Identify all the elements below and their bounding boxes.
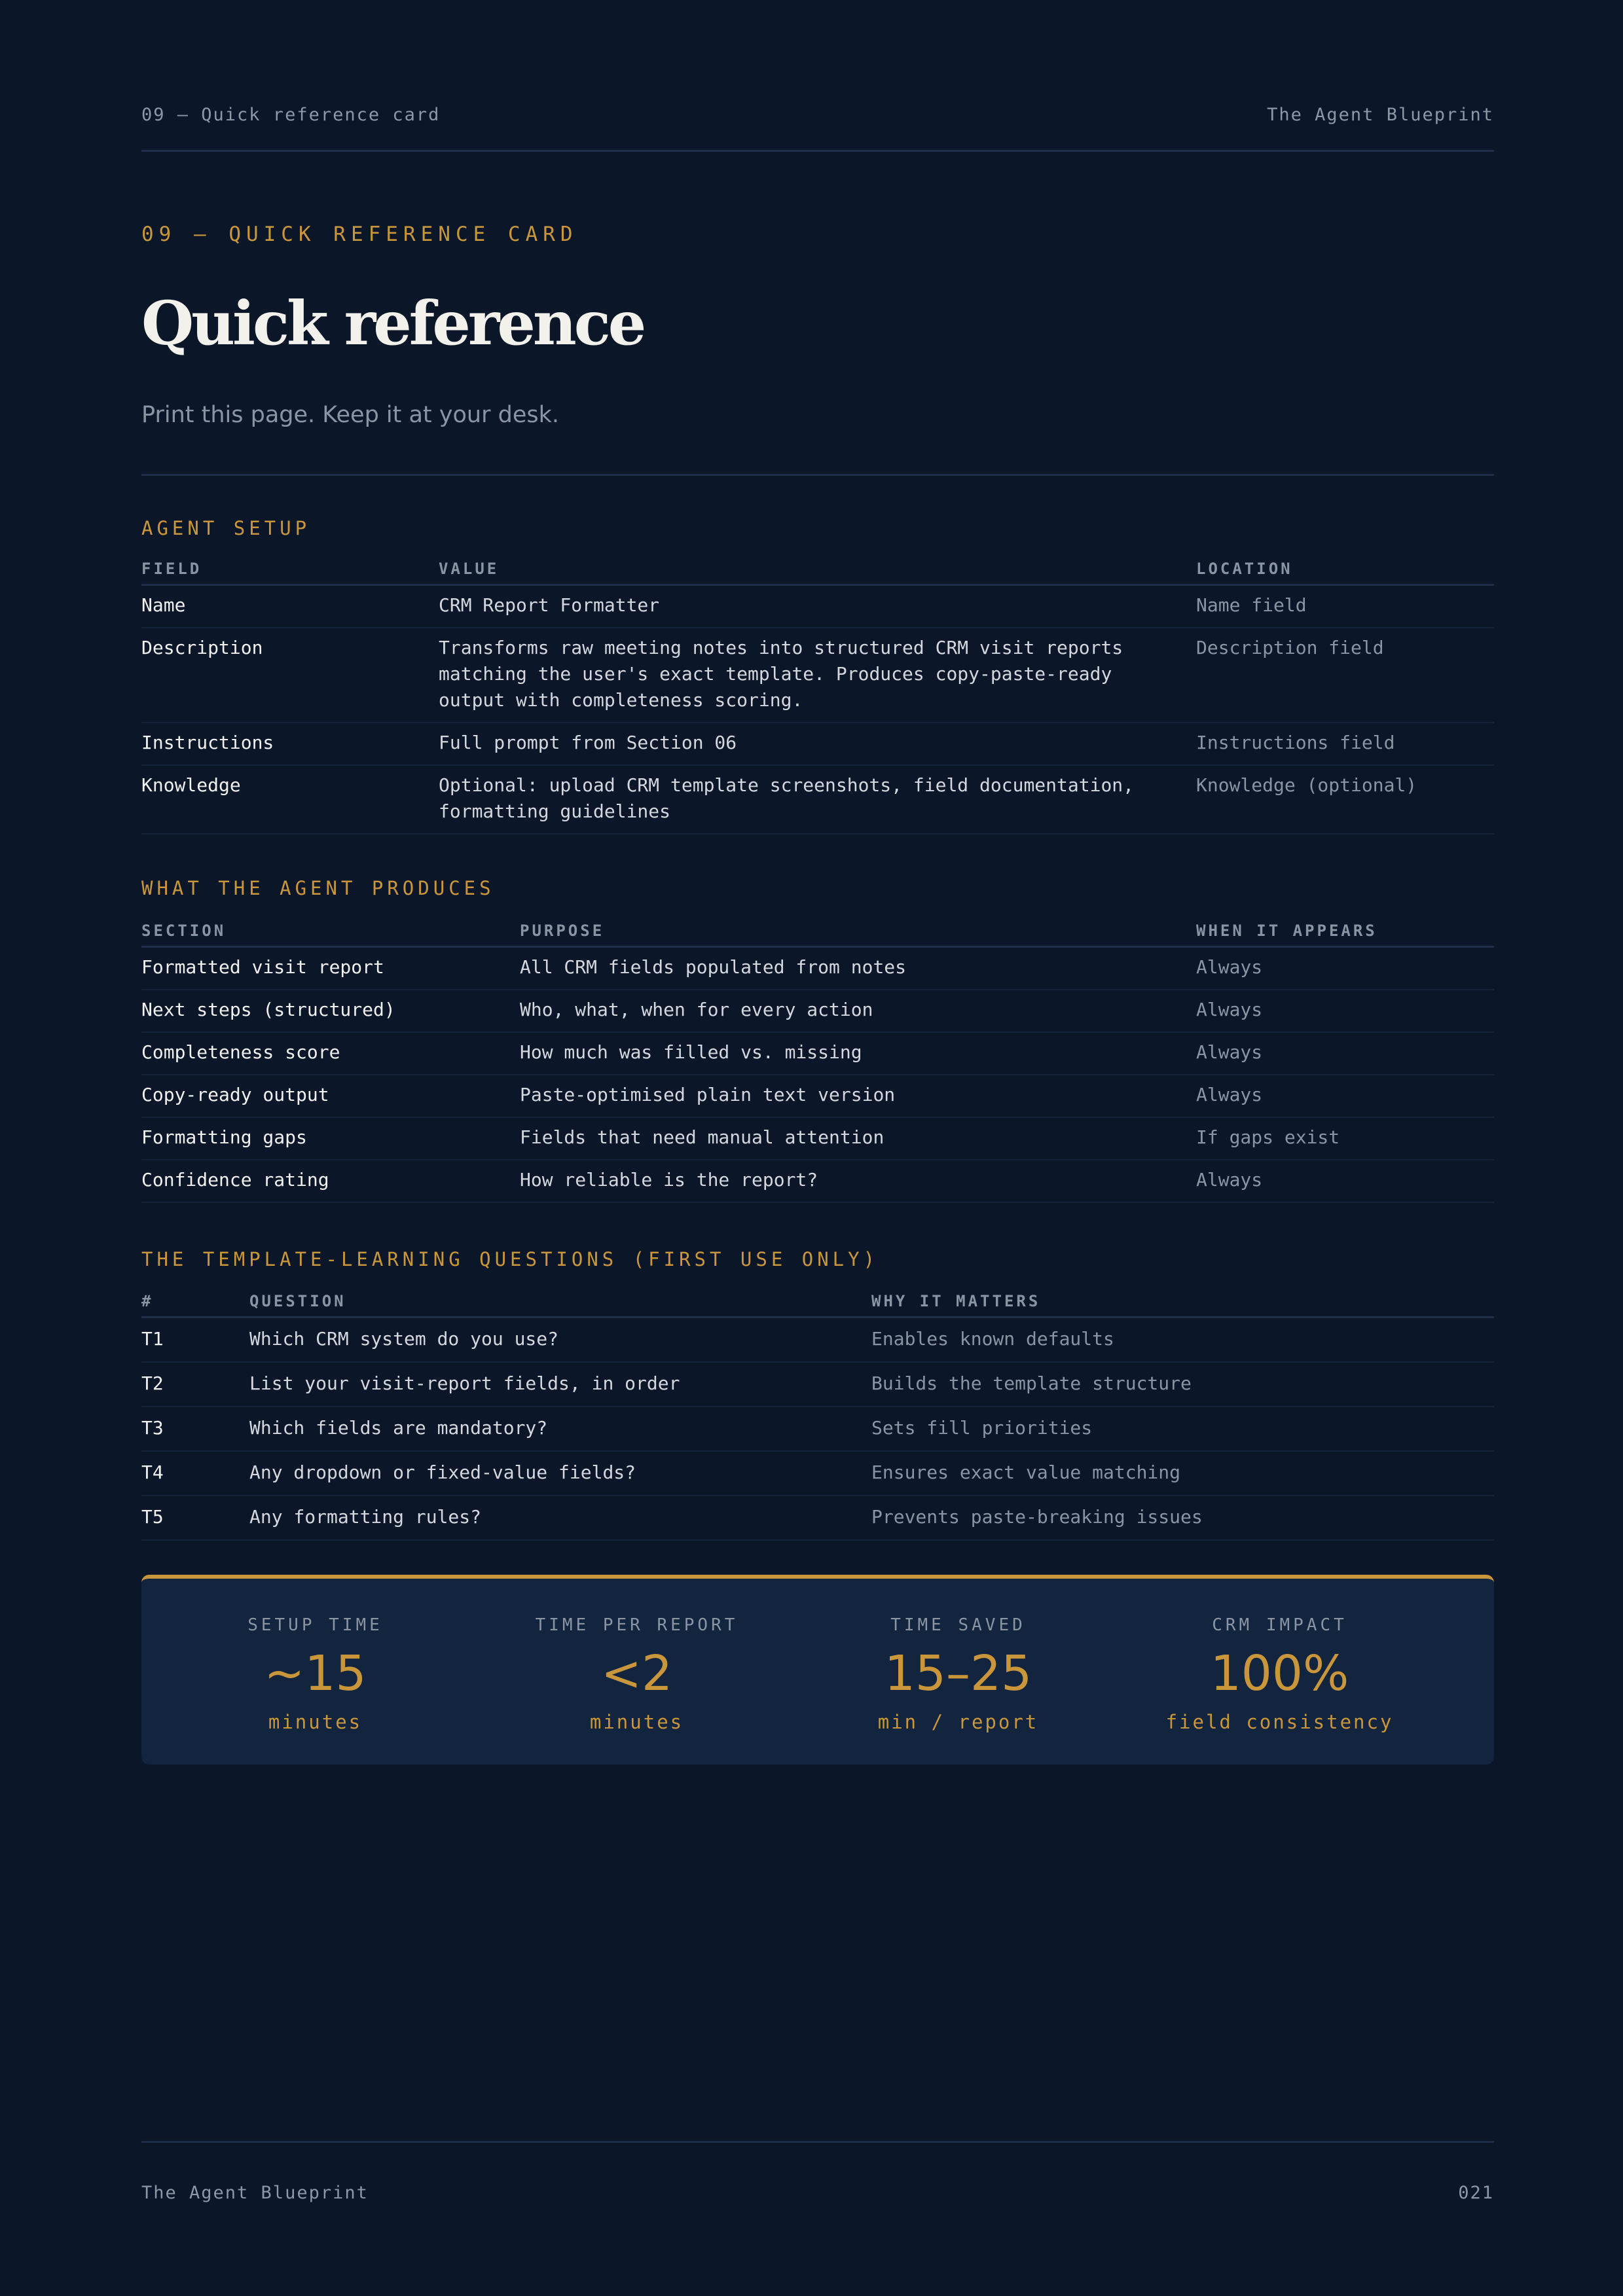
running-header-book-title: The Agent Blueprint bbox=[1267, 105, 1494, 125]
when-cell: Always bbox=[1196, 1160, 1494, 1202]
table-header-row bbox=[141, 922, 1494, 946]
table-header-row bbox=[141, 560, 1494, 584]
table-row bbox=[141, 1117, 1494, 1160]
table-row bbox=[141, 1160, 1494, 1202]
purpose-cell: How reliable is the report? bbox=[520, 1160, 1196, 1202]
header-divider bbox=[141, 150, 1494, 152]
stat-value: ~15 bbox=[264, 1645, 367, 1702]
table-row bbox=[141, 1032, 1494, 1075]
question-cell: Any dropdown or fixed-value fields? bbox=[249, 1451, 871, 1496]
why-cell: Sets fill priorities bbox=[871, 1407, 1494, 1451]
section-eyebrow: 09 — QUICK REFERENCE CARD bbox=[141, 223, 578, 246]
table-row bbox=[141, 628, 1494, 723]
title-divider bbox=[141, 474, 1494, 476]
page-number: 021 bbox=[1458, 2183, 1494, 2203]
stat-value: 100% bbox=[1210, 1645, 1349, 1702]
field-cell: Instructions bbox=[141, 723, 439, 765]
table-row bbox=[141, 1362, 1494, 1407]
purpose-cell: Paste-optimised plain text version bbox=[520, 1075, 1196, 1117]
stat-unit: field consistency bbox=[1165, 1711, 1394, 1733]
table-row bbox=[141, 990, 1494, 1032]
stat-value: 15–25 bbox=[884, 1645, 1032, 1702]
purpose-cell: All CRM fields populated from notes bbox=[520, 946, 1196, 990]
why-cell: Prevents paste-breaking issues bbox=[871, 1496, 1494, 1540]
produces-heading: WHAT THE AGENT PRODUCES bbox=[141, 877, 495, 899]
table-row bbox=[141, 1496, 1494, 1540]
column-header: LOCATION bbox=[1196, 560, 1494, 584]
when-cell: Always bbox=[1196, 1032, 1494, 1075]
questions-table bbox=[141, 1292, 1494, 1541]
table-row bbox=[141, 946, 1494, 990]
value-cell: Full prompt from Section 06 bbox=[439, 723, 1196, 765]
column-header: # bbox=[141, 1292, 249, 1317]
purpose-cell: Who, what, when for every action bbox=[520, 990, 1196, 1032]
when-cell: Always bbox=[1196, 1075, 1494, 1117]
footer-book-title: The Agent Blueprint bbox=[141, 2183, 369, 2203]
why-cell: Ensures exact value matching bbox=[871, 1451, 1494, 1496]
section-cell: Completeness score bbox=[141, 1032, 520, 1075]
table-row bbox=[141, 1407, 1494, 1451]
location-cell: Instructions field bbox=[1196, 723, 1494, 765]
location-cell: Name field bbox=[1196, 584, 1494, 628]
when-cell: Always bbox=[1196, 990, 1494, 1032]
table-header-row bbox=[141, 1292, 1494, 1317]
column-header: QUESTION bbox=[249, 1292, 871, 1317]
column-header: PURPOSE bbox=[520, 922, 1196, 946]
produces-table bbox=[141, 922, 1494, 1203]
question-number-cell: T3 bbox=[141, 1407, 249, 1451]
question-number-cell: T5 bbox=[141, 1496, 249, 1540]
table-row bbox=[141, 1317, 1494, 1362]
value-cell: Optional: upload CRM template screenshots, field documentation, formatting guidelines bbox=[439, 765, 1196, 834]
location-cell: Knowledge (optional) bbox=[1196, 765, 1494, 834]
field-cell: Knowledge bbox=[141, 765, 439, 834]
agent-setup-table bbox=[141, 560, 1494, 834]
stat-time-saved bbox=[797, 1579, 1119, 1768]
purpose-cell: Fields that need manual attention bbox=[520, 1117, 1196, 1160]
agent-setup-heading: AGENT SETUP bbox=[141, 517, 311, 539]
stat-setup-time bbox=[155, 1579, 476, 1768]
stat-unit: min / report bbox=[877, 1711, 1039, 1733]
value-cell: Transforms raw meeting notes into structured CRM visit reports matching the user's exact template. Produces copy-paste-ready output with completeness scoring. bbox=[439, 628, 1196, 723]
stat-label: TIME PER REPORT bbox=[535, 1615, 739, 1635]
purpose-cell: How much was filled vs. missing bbox=[520, 1032, 1196, 1075]
column-header: WHY IT MATTERS bbox=[871, 1292, 1494, 1317]
section-cell: Formatted visit report bbox=[141, 946, 520, 990]
when-cell: If gaps exist bbox=[1196, 1117, 1494, 1160]
table-row bbox=[141, 1451, 1494, 1496]
question-cell: Which CRM system do you use? bbox=[249, 1317, 871, 1362]
why-cell: Enables known defaults bbox=[871, 1317, 1494, 1362]
stat-label: SETUP TIME bbox=[247, 1615, 383, 1635]
stat-time-per-report bbox=[476, 1579, 797, 1768]
location-cell: Description field bbox=[1196, 628, 1494, 723]
question-cell: Any formatting rules? bbox=[249, 1496, 871, 1540]
table-row bbox=[141, 765, 1494, 834]
page-subtitle: Print this page. Keep it at your desk. bbox=[141, 402, 559, 428]
column-header: FIELD bbox=[141, 560, 439, 584]
page bbox=[141, 0, 1494, 2296]
column-header: SECTION bbox=[141, 922, 520, 946]
question-number-cell: T1 bbox=[141, 1317, 249, 1362]
question-cell: Which fields are mandatory? bbox=[249, 1407, 871, 1451]
stat-crm-impact bbox=[1119, 1579, 1440, 1768]
stats-panel bbox=[141, 1575, 1494, 1765]
table-row bbox=[141, 1075, 1494, 1117]
section-cell: Copy-ready output bbox=[141, 1075, 520, 1117]
when-cell: Always bbox=[1196, 946, 1494, 990]
footer-divider bbox=[141, 2141, 1494, 2143]
value-cell: CRM Report Formatter bbox=[439, 584, 1196, 628]
table-row bbox=[141, 723, 1494, 765]
column-header: VALUE bbox=[439, 560, 1196, 584]
column-header: WHEN IT APPEARS bbox=[1196, 922, 1494, 946]
stat-value: <2 bbox=[600, 1645, 673, 1702]
questions-heading: THE TEMPLATE-LEARNING QUESTIONS (FIRST USE ONLY) bbox=[141, 1248, 879, 1270]
running-header bbox=[141, 105, 1494, 125]
stat-unit: minutes bbox=[268, 1711, 363, 1733]
field-cell: Description bbox=[141, 628, 439, 723]
question-number-cell: T4 bbox=[141, 1451, 249, 1496]
stat-unit: minutes bbox=[589, 1711, 684, 1733]
section-cell: Confidence rating bbox=[141, 1160, 520, 1202]
table-row bbox=[141, 584, 1494, 628]
question-number-cell: T2 bbox=[141, 1362, 249, 1407]
section-cell: Formatting gaps bbox=[141, 1117, 520, 1160]
why-cell: Builds the template structure bbox=[871, 1362, 1494, 1407]
page-title: Quick reference bbox=[141, 288, 644, 359]
running-header-section: 09 — Quick reference card bbox=[141, 105, 441, 125]
question-cell: List your visit-report fields, in order bbox=[249, 1362, 871, 1407]
stat-label: CRM IMPACT bbox=[1212, 1615, 1347, 1635]
page-footer bbox=[141, 2183, 1494, 2203]
section-cell: Next steps (structured) bbox=[141, 990, 520, 1032]
field-cell: Name bbox=[141, 584, 439, 628]
stat-label: TIME SAVED bbox=[890, 1615, 1026, 1635]
